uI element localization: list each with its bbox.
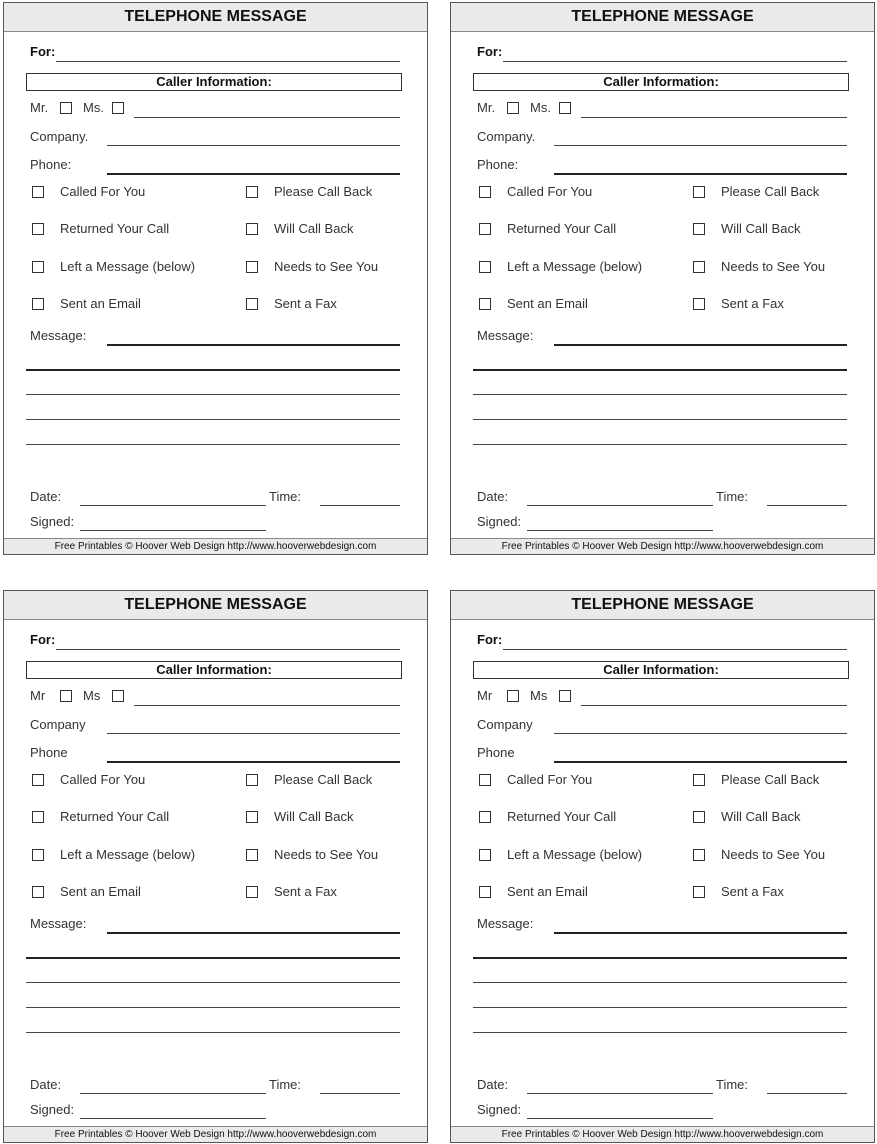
returned-your-call-label: Returned Your Call bbox=[60, 809, 170, 824]
telephone-message-card bbox=[450, 590, 875, 1143]
for-label: For: bbox=[477, 44, 503, 59]
left-a-message-label: Left a Message (below) bbox=[507, 847, 643, 862]
ms-checkbox[interactable] bbox=[559, 690, 571, 702]
ms-label: Ms. bbox=[83, 100, 104, 115]
card-footer: Free Printables © Hoover Web Design http://www.hooverwebdesign.com bbox=[4, 538, 427, 554]
message-label: Message: bbox=[477, 328, 534, 343]
signed-label: Signed: bbox=[477, 514, 522, 529]
message-line[interactable] bbox=[473, 394, 847, 395]
caller-name-field[interactable] bbox=[134, 705, 400, 706]
please-call-back-label: Please Call Back bbox=[721, 184, 820, 199]
returned-your-call-label: Returned Your Call bbox=[507, 221, 617, 236]
signed-field[interactable] bbox=[80, 530, 266, 531]
message-line[interactable] bbox=[26, 419, 400, 420]
message-line[interactable] bbox=[473, 1032, 847, 1033]
needs-to-see-you-checkbox[interactable] bbox=[246, 849, 258, 861]
message-line[interactable] bbox=[473, 444, 847, 445]
returned-your-call-label: Returned Your Call bbox=[60, 221, 170, 236]
date-field[interactable] bbox=[527, 505, 713, 506]
sent-an-email-label: Sent an Email bbox=[507, 296, 588, 311]
message-line[interactable] bbox=[26, 394, 400, 395]
will-call-back-checkbox[interactable] bbox=[693, 811, 705, 823]
left-a-message-label: Left a Message (below) bbox=[507, 259, 643, 274]
time-label: Time: bbox=[269, 1077, 302, 1092]
mr-label: Mr. bbox=[30, 100, 49, 115]
date-label: Date: bbox=[477, 1077, 509, 1092]
ms-label: Ms bbox=[530, 688, 548, 703]
date-label: Date: bbox=[30, 489, 62, 504]
called-for-you-checkbox[interactable] bbox=[479, 186, 491, 198]
message-line[interactable] bbox=[554, 932, 847, 934]
for-field[interactable] bbox=[503, 61, 847, 62]
mr-checkbox[interactable] bbox=[507, 102, 519, 114]
mr-checkbox[interactable] bbox=[60, 102, 72, 114]
time-label: Time: bbox=[269, 489, 302, 504]
time-label: Time: bbox=[716, 1077, 749, 1092]
message-line[interactable] bbox=[26, 1007, 400, 1008]
phone-field[interactable] bbox=[107, 173, 400, 175]
left-a-message-checkbox[interactable] bbox=[32, 849, 44, 861]
phone-label: Phone bbox=[477, 745, 515, 760]
sent-an-email-checkbox[interactable] bbox=[32, 298, 44, 310]
returned-your-call-checkbox[interactable] bbox=[32, 811, 44, 823]
time-field[interactable] bbox=[767, 505, 847, 506]
caller-info-heading: Caller Information: bbox=[473, 661, 849, 679]
message-line[interactable] bbox=[26, 444, 400, 445]
telephone-message-card bbox=[450, 2, 875, 555]
date-label: Date: bbox=[477, 489, 509, 504]
will-call-back-label: Will Call Back bbox=[274, 809, 354, 824]
called-for-you-label: Called For You bbox=[507, 772, 593, 787]
for-label: For: bbox=[477, 632, 503, 647]
mr-checkbox[interactable] bbox=[507, 690, 519, 702]
sent-a-fax-label: Sent a Fax bbox=[721, 884, 784, 899]
message-line[interactable] bbox=[26, 982, 400, 983]
sent-an-email-checkbox[interactable] bbox=[32, 886, 44, 898]
company-label: Company bbox=[30, 717, 86, 732]
message-line[interactable] bbox=[26, 1032, 400, 1033]
returned-your-call-checkbox[interactable] bbox=[479, 223, 491, 235]
please-call-back-checkbox[interactable] bbox=[693, 774, 705, 786]
card-footer: Free Printables © Hoover Web Design http://www.hooverwebdesign.com bbox=[451, 538, 874, 554]
mr-label: Mr bbox=[477, 688, 493, 703]
called-for-you-checkbox[interactable] bbox=[32, 186, 44, 198]
needs-to-see-you-label: Needs to See You bbox=[274, 259, 379, 274]
mr-checkbox[interactable] bbox=[60, 690, 72, 702]
sent-a-fax-label: Sent a Fax bbox=[274, 884, 337, 899]
telephone-message-card bbox=[3, 590, 428, 1143]
sent-a-fax-checkbox[interactable] bbox=[693, 886, 705, 898]
phone-label: Phone bbox=[30, 745, 68, 760]
returned-your-call-checkbox[interactable] bbox=[32, 223, 44, 235]
ms-checkbox[interactable] bbox=[112, 690, 124, 702]
needs-to-see-you-label: Needs to See You bbox=[274, 847, 379, 862]
message-line[interactable] bbox=[554, 344, 847, 346]
card-footer: Free Printables © Hoover Web Design http://www.hooverwebdesign.com bbox=[451, 1126, 874, 1142]
phone-field[interactable] bbox=[554, 173, 847, 175]
signed-field[interactable] bbox=[527, 530, 713, 531]
card-title: TELEPHONE MESSAGE bbox=[4, 3, 427, 32]
time-field[interactable] bbox=[320, 1093, 400, 1094]
message-line[interactable] bbox=[107, 344, 400, 346]
date-field[interactable] bbox=[527, 1093, 713, 1094]
message-label: Message: bbox=[30, 328, 87, 343]
ms-checkbox[interactable] bbox=[559, 102, 571, 114]
company-label: Company. bbox=[477, 129, 536, 144]
sent-a-fax-label: Sent a Fax bbox=[274, 296, 337, 311]
date-field[interactable] bbox=[80, 1093, 266, 1094]
needs-to-see-you-label: Needs to See You bbox=[721, 259, 826, 274]
time-field[interactable] bbox=[767, 1093, 847, 1094]
caller-name-field[interactable] bbox=[581, 705, 847, 706]
called-for-you-label: Called For You bbox=[507, 184, 593, 199]
sent-an-email-label: Sent an Email bbox=[60, 884, 141, 899]
needs-to-see-you-checkbox[interactable] bbox=[693, 849, 705, 861]
please-call-back-checkbox[interactable] bbox=[246, 774, 258, 786]
message-line[interactable] bbox=[26, 957, 400, 959]
time-label: Time: bbox=[716, 489, 749, 504]
message-line[interactable] bbox=[473, 1007, 847, 1008]
signed-label: Signed: bbox=[30, 514, 75, 529]
signed-field[interactable] bbox=[527, 1118, 713, 1119]
please-call-back-checkbox[interactable] bbox=[693, 186, 705, 198]
caller-info-heading: Caller Information: bbox=[473, 73, 849, 91]
card-title: TELEPHONE MESSAGE bbox=[451, 591, 874, 620]
will-call-back-label: Will Call Back bbox=[721, 809, 801, 824]
phone-field[interactable] bbox=[554, 761, 847, 763]
ms-label: Ms bbox=[83, 688, 101, 703]
card-footer: Free Printables © Hoover Web Design http://www.hooverwebdesign.com bbox=[4, 1126, 427, 1142]
caller-name-field[interactable] bbox=[134, 117, 400, 118]
phone-field[interactable] bbox=[107, 761, 400, 763]
left-a-message-label: Left a Message (below) bbox=[60, 847, 196, 862]
needs-to-see-you-label: Needs to See You bbox=[721, 847, 826, 862]
sent-an-email-checkbox[interactable] bbox=[479, 298, 491, 310]
signed-label: Signed: bbox=[30, 1102, 75, 1117]
please-call-back-label: Please Call Back bbox=[721, 772, 820, 787]
for-label: For: bbox=[30, 632, 56, 647]
message-label: Message: bbox=[30, 916, 87, 931]
time-field[interactable] bbox=[320, 505, 400, 506]
mr-label: Mr bbox=[30, 688, 46, 703]
company-label: Company. bbox=[30, 129, 89, 144]
phone-label: Phone: bbox=[30, 157, 72, 172]
needs-to-see-you-checkbox[interactable] bbox=[693, 261, 705, 273]
mr-label: Mr. bbox=[477, 100, 496, 115]
message-line[interactable] bbox=[473, 957, 847, 959]
message-line[interactable] bbox=[473, 369, 847, 371]
date-label: Date: bbox=[30, 1077, 62, 1092]
left-a-message-checkbox[interactable] bbox=[32, 261, 44, 273]
please-call-back-label: Please Call Back bbox=[274, 184, 373, 199]
caller-name-field[interactable] bbox=[581, 117, 847, 118]
called-for-you-label: Called For You bbox=[60, 772, 146, 787]
please-call-back-label: Please Call Back bbox=[274, 772, 373, 787]
called-for-you-checkbox[interactable] bbox=[32, 774, 44, 786]
sent-a-fax-checkbox[interactable] bbox=[693, 298, 705, 310]
please-call-back-checkbox[interactable] bbox=[246, 186, 258, 198]
will-call-back-checkbox[interactable] bbox=[693, 223, 705, 235]
for-label: For: bbox=[30, 44, 56, 59]
ms-label: Ms. bbox=[530, 100, 551, 115]
caller-info-heading: Caller Information: bbox=[26, 661, 402, 679]
for-field[interactable] bbox=[56, 61, 400, 62]
called-for-you-checkbox[interactable] bbox=[479, 774, 491, 786]
returned-your-call-label: Returned Your Call bbox=[507, 809, 617, 824]
card-title: TELEPHONE MESSAGE bbox=[451, 3, 874, 32]
sent-a-fax-label: Sent a Fax bbox=[721, 296, 784, 311]
needs-to-see-you-checkbox[interactable] bbox=[246, 261, 258, 273]
company-label: Company bbox=[477, 717, 533, 732]
sent-an-email-checkbox[interactable] bbox=[479, 886, 491, 898]
telephone-message-card bbox=[3, 2, 428, 555]
left-a-message-label: Left a Message (below) bbox=[60, 259, 196, 274]
left-a-message-checkbox[interactable] bbox=[479, 849, 491, 861]
message-line[interactable] bbox=[473, 419, 847, 420]
card-title: TELEPHONE MESSAGE bbox=[4, 591, 427, 620]
called-for-you-label: Called For You bbox=[60, 184, 146, 199]
message-label: Message: bbox=[477, 916, 534, 931]
sent-an-email-label: Sent an Email bbox=[60, 296, 141, 311]
sent-an-email-label: Sent an Email bbox=[507, 884, 588, 899]
caller-info-heading: Caller Information: bbox=[26, 73, 402, 91]
will-call-back-checkbox[interactable] bbox=[246, 223, 258, 235]
will-call-back-checkbox[interactable] bbox=[246, 811, 258, 823]
sent-a-fax-checkbox[interactable] bbox=[246, 298, 258, 310]
will-call-back-label: Will Call Back bbox=[274, 221, 354, 236]
company-field[interactable] bbox=[554, 145, 847, 146]
company-field[interactable] bbox=[107, 733, 400, 734]
signed-field[interactable] bbox=[80, 1118, 266, 1119]
left-a-message-checkbox[interactable] bbox=[479, 261, 491, 273]
for-field[interactable] bbox=[503, 649, 847, 650]
message-line[interactable] bbox=[473, 982, 847, 983]
company-field[interactable] bbox=[554, 733, 847, 734]
phone-label: Phone: bbox=[477, 157, 519, 172]
message-line[interactable] bbox=[26, 369, 400, 371]
signed-label: Signed: bbox=[477, 1102, 522, 1117]
returned-your-call-checkbox[interactable] bbox=[479, 811, 491, 823]
date-field[interactable] bbox=[80, 505, 266, 506]
will-call-back-label: Will Call Back bbox=[721, 221, 801, 236]
ms-checkbox[interactable] bbox=[112, 102, 124, 114]
message-line[interactable] bbox=[107, 932, 400, 934]
for-field[interactable] bbox=[56, 649, 400, 650]
sent-a-fax-checkbox[interactable] bbox=[246, 886, 258, 898]
company-field[interactable] bbox=[107, 145, 400, 146]
